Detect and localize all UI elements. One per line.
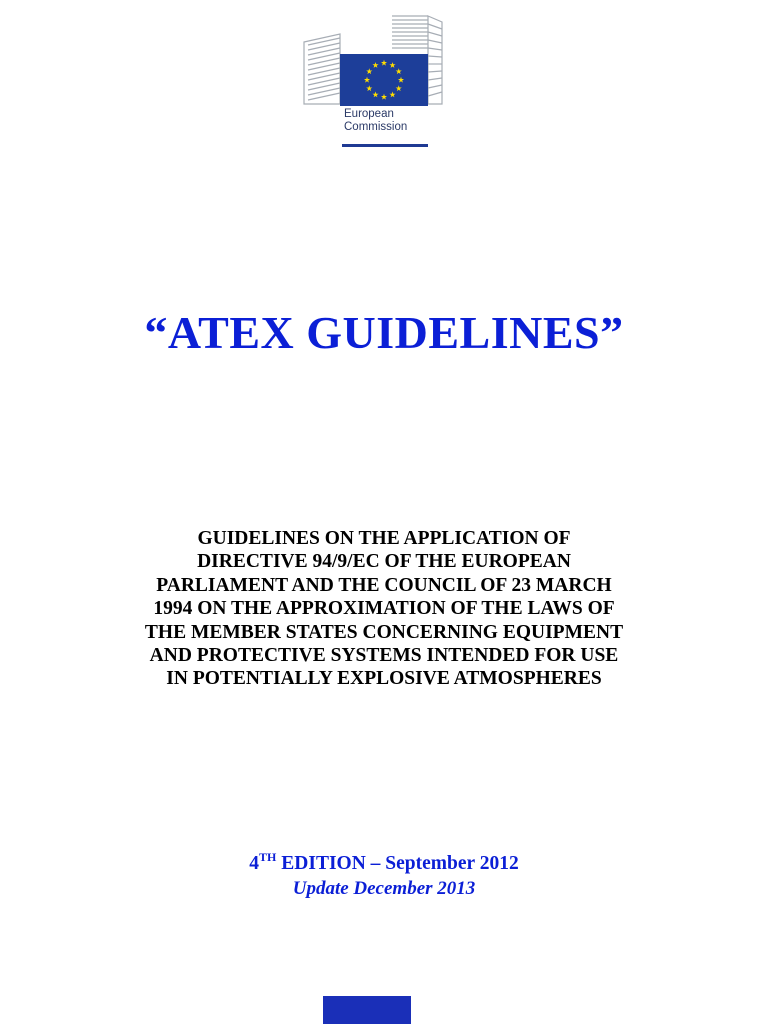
subtitle-line: PARLIAMENT AND THE COUNCIL OF 23 MARCH (156, 574, 612, 596)
subtitle-line: DIRECTIVE 94/9/EC OF THE EUROPEAN (197, 551, 571, 573)
logo-text (344, 108, 407, 134)
logo-line-commission: Commission (344, 121, 408, 133)
subtitle-line: AND PROTECTIVE SYSTEMS INTENDED FOR USE (149, 645, 619, 667)
edition-text: EDITION – September 2012 (276, 853, 519, 874)
document-title: “ATEX GUIDELINES” (144, 307, 624, 358)
logo-line-european: European (344, 108, 394, 120)
european-commission-logo (300, 12, 446, 148)
edition-line (0, 852, 768, 876)
subtitle-line: IN POTENTIALLY EXPLOSIVE ATMOSPHERES (166, 668, 602, 690)
footer-blue-block (323, 996, 411, 1024)
edition-suffix: TH (259, 850, 277, 864)
logo-underline (342, 144, 428, 147)
subtitle-line: GUIDELINES ON THE APPLICATION OF (197, 528, 571, 549)
subtitle-line: THE MEMBER STATES CONCERNING EQUIPMENT (144, 621, 624, 643)
document-subtitle (100, 527, 668, 691)
commission-building-icon (300, 12, 446, 108)
edition-number: 4 (249, 853, 260, 874)
update-line: Update December 2013 (292, 878, 476, 899)
subtitle-line: 1994 ON THE APPROXIMATION OF THE LAWS OF (153, 598, 615, 620)
